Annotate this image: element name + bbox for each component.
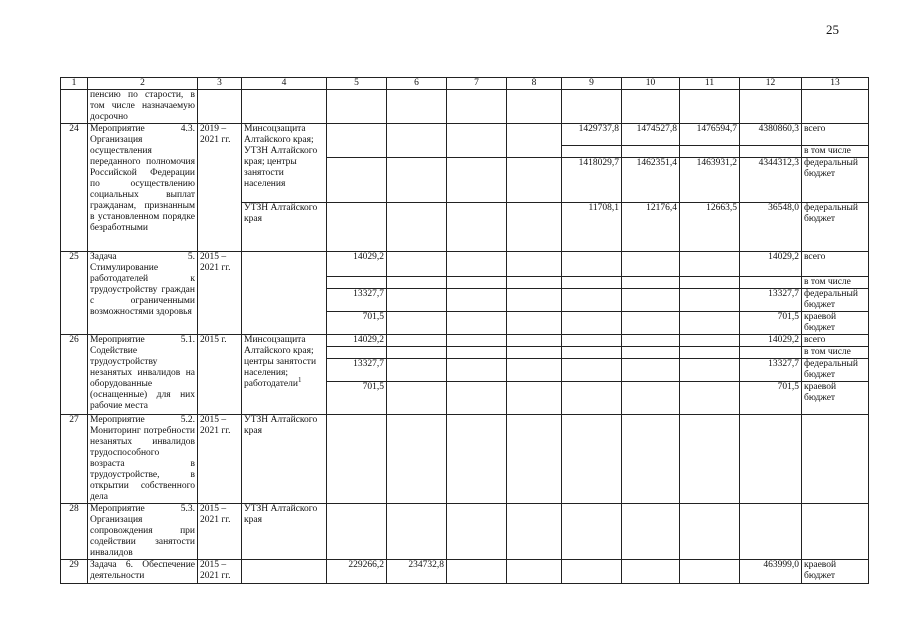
header-cell: 7 xyxy=(447,78,507,90)
value-cell: 463999,0 xyxy=(740,560,802,584)
funding-label: в том числе xyxy=(802,146,869,158)
value-cell: 13327,7 xyxy=(740,289,802,312)
value-cell: 14029,2 xyxy=(740,252,802,277)
value-cell: 1463931,2 xyxy=(680,158,740,203)
executor: УТЗН Алтайского края xyxy=(242,415,327,504)
header-cell: 12 xyxy=(740,78,802,90)
row-number: 26 xyxy=(61,335,88,415)
header-cell: 1 xyxy=(61,78,88,90)
value-cell: 36548,0 xyxy=(740,203,802,252)
header-cell: 3 xyxy=(198,78,242,90)
value-cell: 701,5 xyxy=(327,312,387,335)
table-row xyxy=(61,335,869,347)
measure-name: Мероприятие 5.3. Организация сопровождения при содействии занятости инвалидов xyxy=(88,504,198,560)
page-number: 25 xyxy=(826,22,839,37)
value-cell: 13327,7 xyxy=(740,359,802,382)
continuation-text: пенсию по старости, в том числе назначаемую досрочно xyxy=(88,90,198,124)
measure-name: Мероприятие 4.3. Организация осуществления переданного полномочия Российской Федерации по осуществлению социальных выплат гражданам, признанным в установленном порядке безработными xyxy=(88,124,198,252)
measure-name: Задача 6. Обеспечение деятельности xyxy=(88,560,198,584)
header-cell: 5 xyxy=(327,78,387,90)
period: 2015 – 2021 гг. xyxy=(198,560,242,584)
table-row xyxy=(61,504,869,560)
value-cell: 11708,1 xyxy=(562,203,622,252)
executor: УТЗН Алтайского края xyxy=(242,504,327,560)
header-cell: 13 xyxy=(802,78,869,90)
value-cell: 13327,7 xyxy=(327,289,387,312)
funding-label: всего xyxy=(802,252,869,277)
header-cell: 10 xyxy=(622,78,680,90)
funding-label: всего xyxy=(802,124,869,146)
value-cell: 234732,8 xyxy=(387,560,447,584)
measure-name: Мероприятие 5.2. Мониторинг потребности незанятых инвалидов трудоспособного возраста в трудоустройстве, в открытии собственного дела xyxy=(88,415,198,504)
header-cell: 4 xyxy=(242,78,327,90)
period: 2019 – 2021 гг. xyxy=(198,124,242,252)
value-cell: 12176,4 xyxy=(622,203,680,252)
header-row xyxy=(61,78,869,90)
funding-label: краевой бюджет xyxy=(802,560,869,584)
value-cell: 1474527,8 xyxy=(622,124,680,146)
header-cell: 8 xyxy=(507,78,562,90)
table-row xyxy=(61,560,869,584)
table-row xyxy=(61,415,869,504)
measure-name: Мероприятие 5.1. Содействие трудоустройству незанятых инвалидов на оборудованные (оснащенные) для них рабочие места xyxy=(88,335,198,415)
executor xyxy=(242,335,327,415)
funding-label: федеральный бюджет xyxy=(802,289,869,312)
program-table xyxy=(60,77,869,584)
value-cell: 4344312,3 xyxy=(740,158,802,203)
period: 2015 – 2021 гг. xyxy=(198,504,242,560)
value-cell: 4380860,3 xyxy=(740,124,802,146)
value-cell: 701,5 xyxy=(740,382,802,415)
value-cell: 13327,7 xyxy=(327,359,387,382)
value-cell: 701,5 xyxy=(327,382,387,415)
funding-label: федеральный бюджет xyxy=(802,158,869,203)
row-number: 27 xyxy=(61,415,88,504)
table-row xyxy=(61,252,869,277)
header-cell: 9 xyxy=(562,78,622,90)
value-cell: 229266,2 xyxy=(327,560,387,584)
value-cell: 1429737,8 xyxy=(562,124,622,146)
value-cell: 12663,5 xyxy=(680,203,740,252)
funding-label: всего xyxy=(802,335,869,347)
measure-name: Задача 5. Стимулирование работодателей к трудоустройству граждан с ограниченными возможностями здоровья xyxy=(88,252,198,335)
value-cell: 701,5 xyxy=(740,312,802,335)
value-cell: 1462351,4 xyxy=(622,158,680,203)
executor: Минсоцзащита Алтайского края; УТЗН Алтайского края; центры занятости населения xyxy=(242,124,327,203)
period: 2015 – 2021 гг. xyxy=(198,252,242,335)
row-number: 24 xyxy=(61,124,88,252)
value-cell: 14029,2 xyxy=(327,252,387,277)
table-row xyxy=(61,90,869,124)
period: 2015 г. xyxy=(198,335,242,415)
period: 2015 – 2021 гг. xyxy=(198,415,242,504)
header-cell: 11 xyxy=(680,78,740,90)
value-cell: 14029,2 xyxy=(327,335,387,347)
row-number: 29 xyxy=(61,560,88,584)
value-cell: 14029,2 xyxy=(740,335,802,347)
row-number: 25 xyxy=(61,252,88,335)
executor: УТЗН Алтайского края xyxy=(242,203,327,252)
funding-label: федеральный бюджет xyxy=(802,203,869,252)
executor-text: Минсоцзащита Алтайского края; центры занятости населения; работодатели xyxy=(244,335,317,389)
header-cell: 2 xyxy=(88,78,198,90)
footnote-mark: 1 xyxy=(297,375,302,384)
value-cell: 1476594,7 xyxy=(680,124,740,146)
header-cell: 6 xyxy=(387,78,447,90)
row-number: 28 xyxy=(61,504,88,560)
funding-label: краевой бюджет xyxy=(802,382,869,415)
funding-label: в том числе xyxy=(802,347,869,359)
funding-label: федеральный бюджет xyxy=(802,359,869,382)
table-row xyxy=(61,124,869,146)
value-cell: 1418029,7 xyxy=(562,158,622,203)
funding-label: в том числе xyxy=(802,277,869,289)
funding-label: краевой бюджет xyxy=(802,312,869,335)
